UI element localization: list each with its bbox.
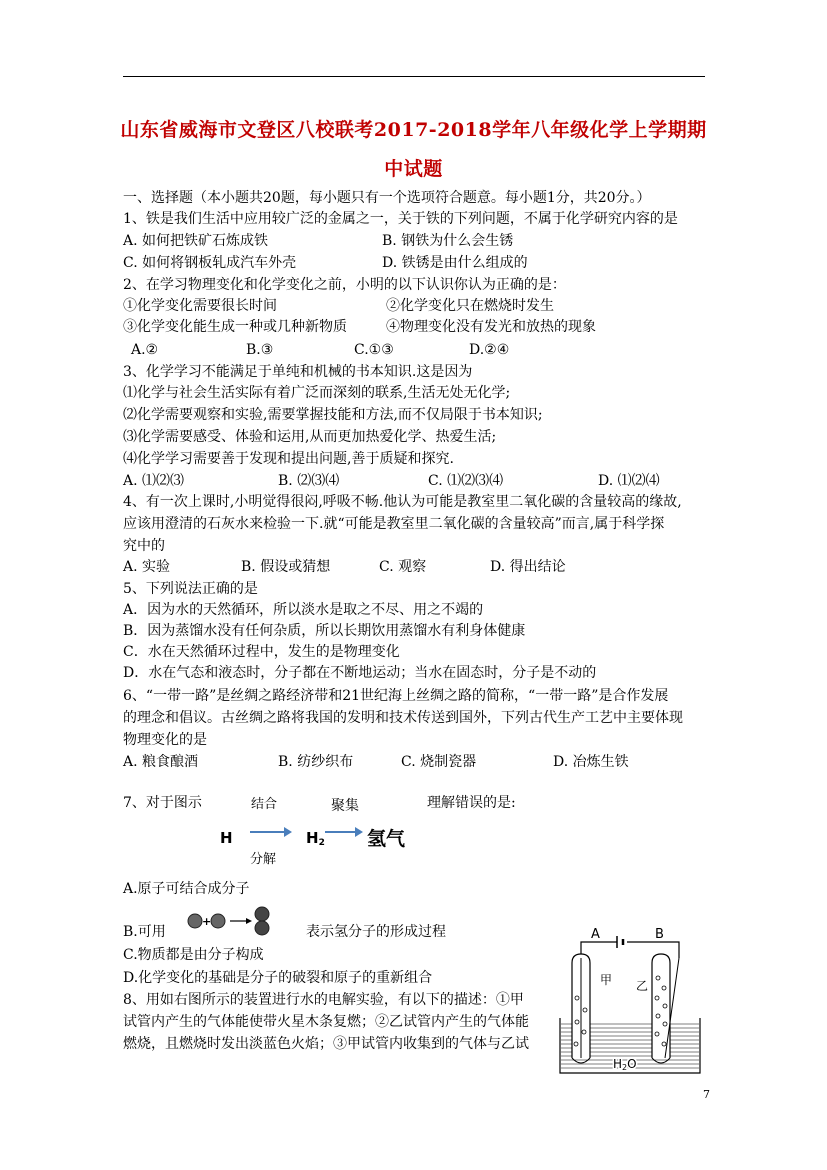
question-4-option-a: A. 实验 [123,559,171,575]
question-2-option-a: A.② [131,342,159,358]
question-2-stem: 2、在学习物理变化和化学变化之前，小明的以下认识你认为正确的是： [123,277,566,293]
question-3-option-c: C. ⑴⑵⑶⑷ [428,473,504,489]
question-2-statement-3: ③化学变化能生成一种或几种新物质 [123,319,347,335]
question-3-statement-2: ⑵化学需要观察和实验,需要掌握技能和方法,而不仅局限于书本知识; [123,407,543,423]
question-7-option-b-prefix: B.可用 [123,924,166,940]
question-2-statement-1: ①化学变化需要很长时间 [123,298,277,314]
question-4-line-3: 究中的 [123,538,165,554]
arrow-combine-head-icon [284,827,292,837]
question-2-statement-2: ②化学变化只在燃烧时发生 [386,298,554,314]
question-3-option-d: D. ⑴⑵⑷ [598,473,660,489]
question-1-stem: 1、铁是我们生活中应用较广泛的金属之一，关于铁的下列问题，不属于化学研究内容的是 [123,211,678,227]
figure-label-hydrogen-gas: 氢气 [367,828,406,850]
figure-label-gather: 聚集 [331,798,359,814]
question-2-option-d: D.②④ [469,342,510,358]
header-rule [123,76,705,77]
document-title-line1: 山东省威海市文登区八校联考2017-2018学年八年级化学上学期期 [120,119,707,141]
electrolysis-apparatus-figure [555,918,705,1086]
question-3-stem: 3、化学学习不能满足于单纯和机械的书本知识.这是因为 [123,364,473,380]
question-5-option-b: B．因为蒸馏水没有任何杂质，所以长期饮用蒸馏水有利身体健康 [123,623,526,639]
question-2-option-c: C.①③ [354,342,394,358]
hydrogen-molecule-model-icon [186,906,276,938]
water-formula-label: H2O [613,1057,637,1072]
question-7-option-a: A.原子可结合成分子 [123,881,250,897]
tube-label-yi: 乙 [636,979,649,993]
question-3-statement-4: ⑷化学学习需要善于发现和提出问题,善于质疑和探究. [123,451,454,467]
question-7-option-b-suffix: 表示氢分子的形成过程 [306,924,446,940]
document-title-line2: 中试题 [384,158,443,180]
question-6-line-2: 的理念和倡议。古丝绸之路将我国的发明和技术传送到国外，下列古代生产工艺中主要体现 [123,710,683,726]
question-6-line-1: 6、“一带一路”是丝绸之路经济带和21世纪海上丝绸之路的简称，“一带一路”是合作发展 [123,688,669,704]
question-7-stem: 7、对于图示 [123,795,202,811]
question-3-statement-1: ⑴化学与社会生活实际有着广泛而深刻的联系,生活无处无化学; [123,385,511,401]
question-2-statement-4: ④物理变化没有发光和放热的现象 [386,319,596,335]
question-1-option-a: A. 如何把铁矿石炼成铁 [123,233,269,249]
hydrogen-formation-figure [215,788,425,870]
question-4-line-2: 应该用澄清的石灰水来检验一下.就“可能是教室里二氧化碳的含量较高”而言,属于科学探 [123,516,665,532]
question-7-option-c: C.物质都是由分子构成 [123,947,264,963]
electrode-label-a: A [591,927,600,942]
question-1-option-c: C. 如何将钢板轧成汽车外壳 [123,255,297,271]
question-4-option-d: D. 得出结论 [490,559,566,575]
question-8-line-1: 8、用如右图所示的装置进行水的电解实验，有以下的描述：①甲 [123,992,524,1008]
question-5-stem: 5、下列说法正确的是 [123,581,258,597]
section-heading: 一、选择题（本小题共20题，每小题只有一个选项符合题意。每小题1分，共20分。） [123,190,651,206]
question-3-statement-3: ⑶化学需要感受、体验和运用,从而更加热爱化学、热爱生活; [123,429,497,445]
question-4-option-c: C. 观察 [379,559,427,575]
question-4-option-b: B. 假设或猜想 [241,559,331,575]
question-5-option-d: D．水在气态和液态时，分子都在不断地运动；当水在固态时，分子是不动的 [123,665,597,681]
question-8-line-3: 燃烧，且燃烧时发出淡蓝色火焰；③甲试管内收集到的气体与乙试 [123,1036,529,1052]
question-3-option-a: A. ⑴⑵⑶ [123,473,185,489]
question-4-line-1: 4、有一次上课时,小明觉得很闷,呼吸不畅.他认为可能是教室里二氧化碳的含量较高的缘故, [123,494,682,510]
question-1-option-d: D. 铁锈是由什么组成的 [382,255,528,271]
svg-text:+: + [202,915,212,928]
question-8-line-2: 试管内产生的气体能使带火星木条复燃；②乙试管内产生的气体能 [123,1014,529,1030]
page-number: 7 [703,1088,710,1101]
figure-label-decompose: 分解 [250,852,277,867]
question-7-stem-end: 理解错误的是: [427,795,516,811]
question-6-option-d: D. 冶炼生铁 [553,754,629,770]
question-6-line-3: 物理变化的是 [123,732,207,748]
question-6-option-b: B. 纺纱织布 [278,754,354,770]
question-5-option-a: A．因为水的天然循环，所以淡水是取之不尽、用之不竭的 [123,602,484,618]
arrow-gather-head-icon [355,827,363,837]
question-2-option-b: B.③ [246,342,274,358]
question-6-option-c: C. 烧制瓷器 [401,754,477,770]
question-1-option-b: B. 钢铁为什么会生锈 [382,233,514,249]
question-5-option-c: C．水在天然循环过程中，发生的是物理变化 [123,644,400,660]
tube-label-jia: 甲 [600,973,613,987]
figure-label-h2: H2 [306,829,325,848]
figure-label-combine: 结合 [251,797,278,812]
question-7-option-d: D.化学变化的基础是分子的破裂和原子的重新组合 [123,970,433,986]
question-3-option-b: B. ⑵⑶⑷ [278,473,340,489]
question-6-option-a: A. 粮食酿酒 [123,754,199,770]
electrode-label-b: B [655,927,664,942]
figure-label-h-atom: H [220,829,233,847]
